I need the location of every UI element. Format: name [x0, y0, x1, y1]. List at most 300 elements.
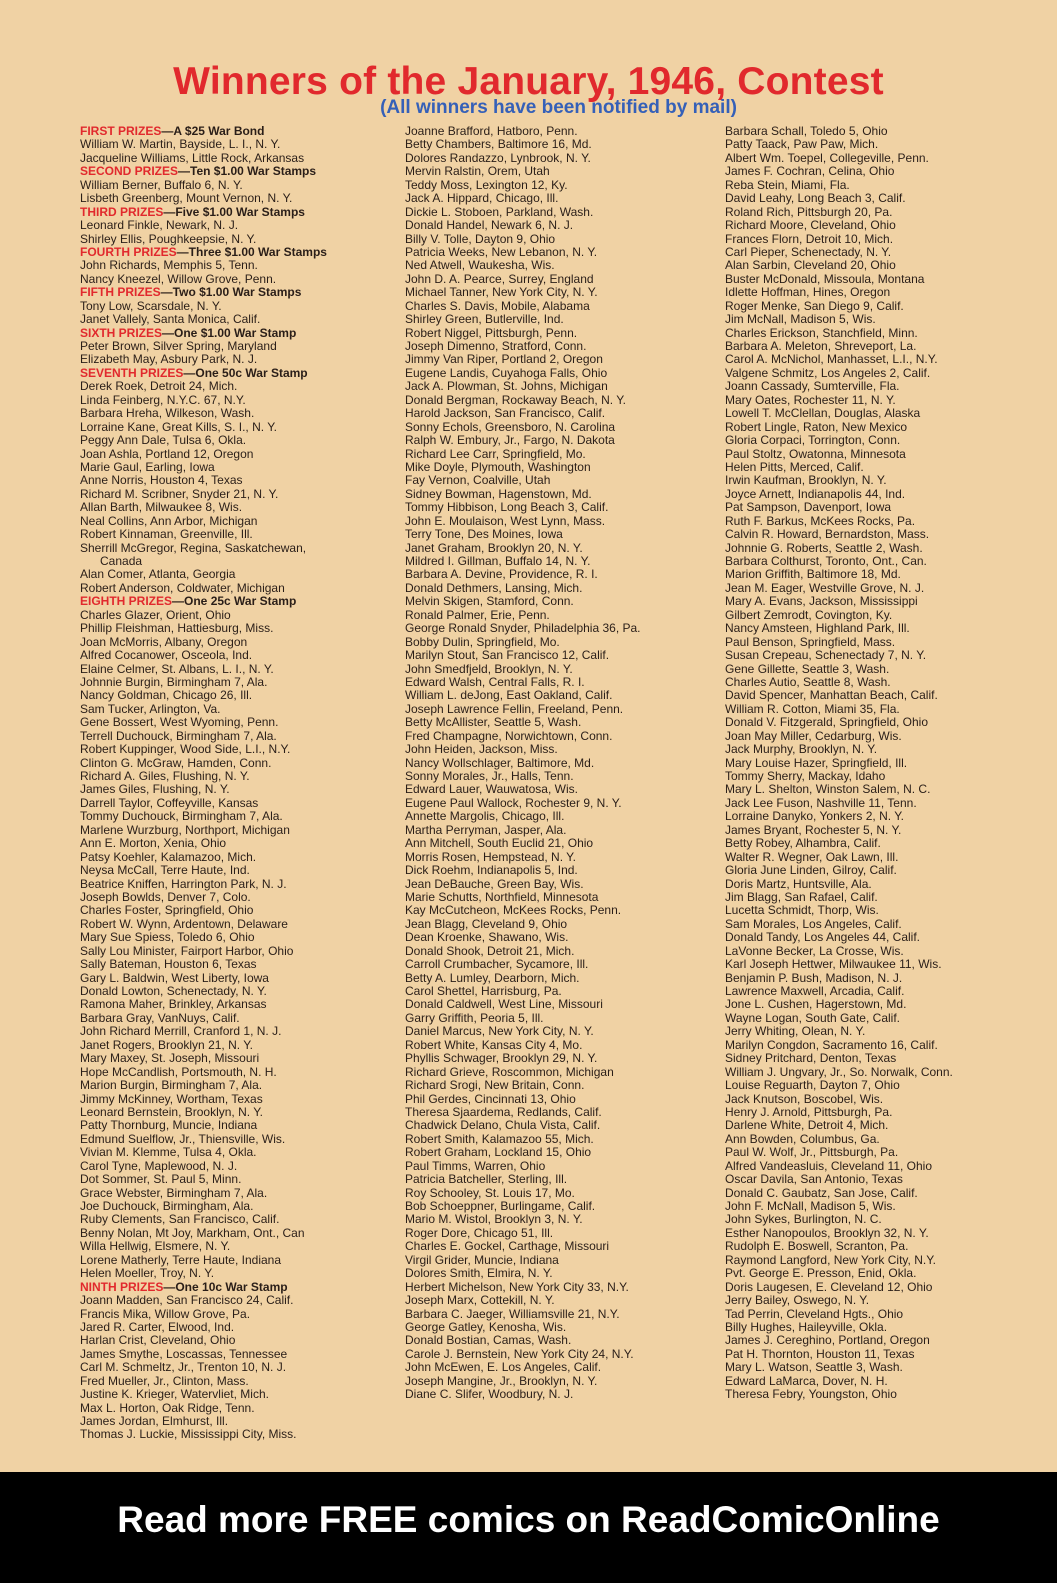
winner-entry: Mary Louise Hazer, Springfield, Ill.: [725, 756, 908, 770]
winner-entry: Johnnie G. Roberts, Seattle 2, Wash.: [725, 541, 923, 555]
winner-entry: Jacqueline Williams, Little Rock, Arkansas: [80, 151, 305, 165]
winner-entry: James F. Cochran, Celina, Ohio: [725, 165, 895, 179]
winner-entry: Marlene Wurzburg, Northport, Michigan: [80, 823, 290, 837]
winner-entry: Betty A. Lumley, Dearborn, Mich.: [405, 971, 580, 985]
winner-entry: Theresa Sjaardema, Redlands, Calif.: [405, 1105, 602, 1119]
winner-entry: Janet Rogers, Brooklyn 21, N. Y.: [80, 1038, 253, 1052]
winner-entry: Nancy Kneezel, Willow Grove, Penn.: [80, 272, 277, 286]
winner-entry: Lucetta Schmidt, Thorp, Wis.: [725, 904, 879, 918]
winner-entry: John E. Moulaison, West Lynn, Mass.: [405, 514, 606, 528]
winner-entry: Thomas J. Luckie, Mississippi City, Miss.: [80, 1428, 297, 1442]
winner-entry: Joan May Miller, Cedarburg, Wis.: [725, 729, 902, 743]
winner-entry: Charles E. Gockel, Carthage, Missouri: [405, 1240, 610, 1254]
winner-entry: Elaine Celmer, St. Albans, L. I., N. Y.: [80, 662, 274, 676]
winner-entry: Marie Schutts, Northfield, Minnesota: [405, 890, 599, 904]
winner-entry: Joseph Dimenno, Stratford, Conn.: [405, 340, 587, 353]
winner-entry: William L. deJong, East Oakland, Calif.: [405, 689, 613, 703]
winner-entry: John Heiden, Jackson, Miss.: [405, 743, 558, 757]
prize-description: —Five $1.00 War Stamps: [163, 205, 305, 219]
winner-entry: Donald Bostian, Camas, Wash.: [405, 1334, 572, 1348]
footer-banner[interactable]: Read more FREE comics on ReadComicOnline: [0, 1472, 1057, 1583]
winner-entry: Barbara A. Devine, Providence, R. I.: [405, 568, 598, 582]
winner-entry: Shirley Ellis, Poughkeepsie, N. Y.: [80, 232, 257, 246]
winner-entry: Karl Joseph Hettwer, Milwaukee 11, Wis.: [725, 958, 942, 972]
winner-entry: David Spencer, Manhattan Beach, Calif.: [725, 689, 938, 703]
winner-entry: William W. Martin, Bayside, L. I., N. Y.: [80, 138, 281, 152]
winner-entry: Ralph W. Embury, Jr., Fargo, N. Dakota: [405, 434, 615, 448]
winner-entry: Ann Bowden, Columbus, Ga.: [725, 1132, 880, 1146]
winner-entry: Mary Maxey, St. Joseph, Missouri: [80, 1052, 260, 1066]
winners-column-1: [80, 125, 390, 1442]
winner-entry: Irwin Kaufman, Brooklyn, N. Y.: [725, 474, 887, 488]
winner-entry: Herbert Michelson, New York City 33, N.Y.: [405, 1280, 629, 1294]
winner-entry: Donald Dethmers, Lansing, Mich.: [405, 581, 583, 595]
winner-entry: Betty Chambers, Baltimore 16, Md.: [405, 138, 592, 152]
winner-entry: Pat Sampson, Davenport, Iowa: [725, 501, 892, 515]
winner-entry: Lowell T. McClellan, Douglas, Alaska: [725, 407, 921, 421]
winner-entry: Louise Reguarth, Dayton 7, Ohio: [725, 1079, 900, 1093]
winner-entry: Marilyn Stout, San Francisco 12, Calif.: [405, 649, 610, 663]
prize-heading: [80, 125, 390, 138]
winner-entry: John Richard Merrill, Cranford 1, N. J.: [80, 1025, 282, 1039]
winner-entry: Tommy Hibbison, Long Beach 3, Calif.: [405, 501, 609, 515]
winner-entry: Raymond Langford, New York City, N.Y.: [725, 1253, 936, 1267]
winner-entry: Bob Schoeppner, Burlingame, Calif.: [405, 1200, 596, 1213]
winner-entry: Linda Feinberg, N.Y.C. 67, N.Y.: [80, 393, 246, 407]
winner-entry: Carl Pieper, Schenectady, N. Y.: [725, 245, 892, 259]
winner-entry: Charles Foster, Springfield, Ohio: [80, 904, 254, 918]
winner-entry: Ruth F. Barkus, McKees Rocks, Pa.: [725, 514, 916, 528]
winner-entry: Roger Menke, San Diego 9, Calif.: [725, 299, 904, 313]
winner-entry: Patty Thornburg, Muncie, Indiana: [80, 1119, 258, 1133]
winner-entry: Phillip Fleishman, Hattiesburg, Miss.: [80, 622, 274, 636]
winner-entry: Benjamin P. Bush, Madison, N. J.: [725, 971, 903, 985]
winner-entry: Tommy Duchouck, Birmingham 7, Ala.: [80, 810, 283, 824]
winner-entry: John D. A. Pearce, Surrey, England: [405, 272, 594, 286]
winner-entry: James Giles, Flushing, N. Y.: [80, 783, 230, 797]
winner-entry: Robert Niggel, Pittsburgh, Penn.: [405, 326, 578, 340]
winner-entry: Edward Walsh, Central Falls, R. I.: [405, 675, 585, 689]
winner-entry: James J. Cereghino, Portland, Oregon: [725, 1334, 930, 1348]
winner-entry: Harold Jackson, San Francisco, Calif.: [405, 407, 606, 421]
winner-entry: Helen Pitts, Merced, Calif.: [725, 460, 864, 474]
winner-entry: Patsy Koehler, Kalamazoo, Mich.: [80, 850, 257, 864]
winner-entry: Joseph Mangine, Jr., Brooklyn, N. Y.: [405, 1374, 598, 1388]
winner-entry: Alan Sarbin, Cleveland 20, Ohio: [725, 259, 896, 273]
winner-entry: Tommy Sherry, Mackay, Idaho: [725, 770, 886, 783]
winner-entry: James Bryant, Rochester 5, N. Y.: [725, 823, 902, 837]
winner-entry: Eugene Landis, Cuyahoga Falls, Ohio: [405, 366, 608, 380]
winner-entry: Richard M. Scribner, Snyder 21, N. Y.: [80, 487, 279, 501]
winner-entry: Terry Tone, Des Moines, Iowa: [405, 528, 563, 542]
winner-entry: James Smythe, Loscassas, Tennessee: [80, 1347, 288, 1361]
winner-entry: Gary L. Baldwin, West Liberty, Iowa: [80, 971, 269, 985]
winner-entry: Jack Murphy, Brooklyn, N. Y.: [725, 743, 878, 757]
winner-entry: Beatrice Kniffen, Harrington Park, N. J.: [80, 877, 287, 891]
winner-entry: Dick Roehm, Indianapolis 5, Ind.: [405, 864, 578, 878]
winner-entry: David Leahy, Long Beach 3, Calif.: [725, 192, 906, 206]
winner-entry: Fred Mueller, Jr., Clinton, Mass.: [80, 1374, 249, 1388]
prize-description: —One 25c War Stamp: [172, 595, 297, 609]
winner-entry: Ruby Clements, San Francisco, Calif.: [80, 1213, 280, 1227]
winner-entry: Daniel Marcus, New York City, N. Y.: [405, 1025, 594, 1039]
winner-entry: Robert W. Wynn, Ardentown, Delaware: [80, 917, 288, 931]
winner-entry: James Jordan, Elmhurst, Ill.: [80, 1415, 229, 1428]
winner-entry: Robert Lingle, Raton, New Mexico: [725, 420, 908, 434]
winner-entry: Paul W. Wolf, Jr., Pittsburgh, Pa.: [725, 1146, 899, 1160]
winner-entry: Patricia Weeks, New Lebanon, N. Y.: [405, 245, 598, 259]
winner-entry: Eugene Paul Wallock, Rochester 9, N. Y.: [405, 796, 622, 810]
winner-entry: Alfred Vandeasluis, Cleveland 11, Ohio: [725, 1159, 933, 1173]
winner-entry: Lorraine Kane, Great Kills, S. I., N. Y.: [80, 420, 277, 434]
winner-entry: Barbara Hreha, Wilkeson, Wash.: [80, 407, 255, 421]
winner-entry: Sidney Bowman, Hagenstown, Md.: [405, 487, 592, 501]
winner-entry: John Sykes, Burlington, N. C.: [725, 1213, 882, 1227]
winner-entry: Ramona Maher, Brinkley, Arkansas: [80, 998, 267, 1012]
winner-entry: Jerry Bailey, Oswego, N. Y.: [725, 1294, 870, 1308]
winner-entry: Robert White, Kansas City 4, Mo.: [405, 1038, 583, 1052]
winner-entry: Carol Shettel, Harrisburg, Pa.: [405, 985, 562, 998]
winner-entry: Dolores Smith, Elmira, N. Y.: [405, 1267, 553, 1281]
winner-entry: Lorraine Danyko, Yonkers 2, N. Y.: [725, 810, 905, 824]
winner-entry: Idlette Hoffman, Hines, Oregon: [725, 286, 891, 300]
winner-entry: Richard Srogi, New Britain, Conn.: [405, 1079, 585, 1093]
winner-entry: Donald Tandy, Los Angeles 44, Calif.: [725, 931, 921, 945]
winner-entry: Johnnie Burgin, Birmingham 7, Ala.: [80, 675, 268, 689]
winner-entry: Neysa McCall, Terre Haute, Ind.: [80, 864, 250, 878]
winner-entry: Mary L. Watson, Seattle 3, Wash.: [725, 1361, 903, 1375]
winner-entry: Annette Margolis, Chicago, Ill.: [405, 810, 565, 824]
winner-entry: William J. Ungvary, Jr., So. Norwalk, Conn.: [725, 1065, 953, 1079]
winner-entry: Grace Webster, Birmingham 7, Ala.: [80, 1186, 268, 1200]
winner-entry: Richard Lee Carr, Springfield, Mo.: [405, 447, 586, 461]
winner-entry: Ann E. Morton, Xenia, Ohio: [80, 837, 227, 851]
winner-entry-continuation: Canada: [100, 555, 143, 568]
winner-entry: William R. Cotton, Miami 35, Fla.: [725, 702, 900, 716]
winner-entry: Henry J. Arnold, Pittsburgh, Pa.: [725, 1105, 893, 1119]
winner-entry: William Berner, Buffalo 6, N. Y.: [80, 178, 243, 192]
winner-entry: John F. McNall, Madison 5, Wis.: [725, 1200, 896, 1213]
winner-entry: Patricia Batcheller, Sterling, Ill.: [405, 1173, 568, 1187]
winner-entry: Richard Moore, Cleveland, Ohio: [725, 219, 896, 233]
winner-entry: Nancy Goldman, Chicago 26, Ill.: [80, 689, 253, 703]
winner-entry: Donald Caldwell, West Line, Missouri: [405, 998, 603, 1012]
winner-entry: George Gatley, Kenosha, Wis.: [405, 1320, 567, 1334]
prize-heading: [80, 286, 390, 299]
winner-entry: Pvt. George E. Presson, Enid, Okla.: [725, 1267, 917, 1281]
prize-tier-label: FIFTH PRIZES: [80, 286, 161, 300]
winner-entry: Tad Perrin, Cleveland Hgts., Ohio: [725, 1307, 904, 1321]
winner-entry: Gloria Corpaci, Torrington, Conn.: [725, 434, 901, 448]
winner-entry: Mildred I. Gillman, Buffalo 14, N. Y.: [405, 555, 591, 568]
winner-entry: Gene Gillette, Seattle 3, Wash.: [725, 662, 890, 676]
winner-entry: Alan Comer, Atlanta, Georgia: [80, 568, 236, 582]
winner-entry: Jared R. Carter, Elwood, Ind.: [80, 1320, 235, 1334]
winner-entry: Roland Rich, Pittsburgh 20, Pa.: [725, 205, 893, 219]
winner-entry: LaVonne Becker, La Crosse, Wis.: [725, 944, 904, 958]
prize-tier-label: EIGHTH PRIZES: [80, 595, 173, 609]
winner-entry: Charles Autio, Seattle 8, Wash.: [725, 675, 891, 689]
winner-entry: Jone L. Cushen, Hagerstown, Md.: [725, 998, 907, 1012]
prize-description: —One $1.00 War Stamp: [162, 326, 297, 340]
winner-entry: Helen Moeller, Troy, N. Y.: [80, 1267, 215, 1281]
winner-entry: Jack Lee Fuson, Nashville 11, Tenn.: [725, 796, 917, 810]
winner-entry: Donald Lowton, Schenectady, N. Y.: [80, 985, 267, 998]
winner-entry: Lawrence Maxwell, Arcadia, Calif.: [725, 985, 905, 998]
winner-entry: Robert Anderson, Coldwater, Michigan: [80, 581, 285, 595]
winner-entry: Gene Bossert, West Wyoming, Penn.: [80, 716, 279, 730]
winner-entry: Jean Blagg, Cleveland 9, Ohio: [405, 917, 568, 931]
winner-entry: Phyllis Schwager, Brooklyn 29, N. Y.: [405, 1052, 598, 1066]
winner-entry: Lisbeth Greenberg, Mount Vernon, N. Y.: [80, 192, 293, 206]
winner-entry: Jim McNall, Madison 5, Wis.: [725, 313, 876, 327]
prize-heading: [80, 1281, 390, 1294]
winner-entry: Robert Graham, Lockland 15, Ohio: [405, 1146, 592, 1160]
winner-entry: Jimmy McKinney, Wortham, Texas: [80, 1092, 263, 1106]
winner-entry: Charles Erickson, Stanchfield, Minn.: [725, 326, 918, 340]
winner-entry: Phil Gerdes, Cincinnati 13, Ohio: [405, 1092, 576, 1106]
winner-entry: Joseph Marx, Cottekill, N. Y.: [405, 1294, 555, 1308]
winner-entry: John McEwen, E. Los Angeles, Calif.: [405, 1361, 602, 1375]
winner-entry: Dickie L. Stoboen, Parkland, Wash.: [405, 205, 594, 219]
winner-entry: Derek Roek, Detroit 24, Mich.: [80, 380, 238, 394]
winners-column-2: [405, 125, 720, 1402]
winner-entry: Betty McAllister, Seattle 5, Wash.: [405, 716, 582, 730]
winner-entry: Barbara Gray, VanNuys, Calif.: [80, 1011, 240, 1025]
prize-tier-label: FOURTH PRIZES: [80, 245, 177, 259]
winner-entry: Tony Low, Scarsdale, N. Y.: [80, 299, 222, 313]
winner-entry: Dean Kroenke, Shawano, Wis.: [405, 931, 569, 945]
prize-tier-label: SEVENTH PRIZES: [80, 366, 184, 380]
winner-entry: Nancy Amsteen, Highland Park, Ill.: [725, 622, 910, 636]
prize-heading: [80, 327, 390, 340]
winner-entry: Sherrill McGregor, Regina, Saskatchewan,: [80, 541, 307, 555]
winner-entry: Edward LaMarca, Dover, N. H.: [725, 1374, 888, 1388]
winner-entry: Betty Robey, Alhambra, Calif.: [725, 837, 881, 851]
winner-entry: Peggy Ann Dale, Tulsa 6, Okla.: [80, 434, 247, 448]
winner-entry: Joan Ashla, Portland 12, Oregon: [80, 447, 254, 461]
winner-entry: Max L. Horton, Oak Ridge, Tenn.: [80, 1401, 255, 1415]
winner-entry: Fay Vernon, Coalville, Utah: [405, 474, 551, 488]
winner-entry: Calvin R. Howard, Bernardston, Mass.: [725, 528, 930, 542]
winner-entry: Hope McCandlish, Portsmouth, N. H.: [80, 1065, 277, 1079]
winner-entry: Darrell Taylor, Coffeyville, Kansas: [80, 796, 259, 810]
winner-entry: Gilbert Zemrodt, Covington, Ky.: [725, 608, 893, 622]
winner-entry: Joann Cassady, Sumterville, Fla.: [725, 380, 900, 394]
winners-column-3: [725, 125, 1045, 1402]
winner-entry: Leonard Finkle, Newark, N. J.: [80, 219, 239, 233]
winner-entry: Barbara A. Meleton, Shreveport, La.: [725, 340, 917, 353]
winner-entry: Carol Tyne, Maplewood, N. J.: [80, 1159, 238, 1173]
winner-entry: Robert Kinnaman, Greenville, Ill.: [80, 528, 253, 542]
winner-entry: Darlene White, Detroit 4, Mich.: [725, 1119, 889, 1133]
winner-entry: Donald C. Gaubatz, San Jose, Calif.: [725, 1186, 918, 1200]
winner-entry: Roy Schooley, St. Louis 17, Mo.: [405, 1186, 575, 1200]
winner-entry: Sally Lou Minister, Fairport Harbor, Ohio: [80, 944, 294, 958]
winner-entry: Carol A. McNichol, Manhasset, L.I., N.Y.: [725, 353, 938, 367]
winner-entry: Paul Benson, Springfield, Mass.: [725, 635, 896, 649]
winner-entry: Jack A. Plowman, St. Johns, Michigan: [405, 380, 608, 394]
winner-entry: Jim Blagg, San Rafael, Calif.: [725, 890, 878, 904]
winner-entry: Donald V. Fitzgerald, Springfield, Ohio: [725, 716, 929, 730]
winner-entry: Edward Lauer, Wauwatosa, Wis.: [405, 783, 578, 797]
winner-entry: Billy V. Tolle, Dayton 9, Ohio: [405, 232, 556, 246]
winner-entry: Michael Tanner, New York City, N. Y.: [405, 286, 598, 300]
winner-entry: Lorene Matherly, Terre Haute, Indiana: [80, 1253, 282, 1267]
winner-entry: Walter R. Wegner, Oak Lawn, Ill.: [725, 850, 899, 864]
winner-entry: Carroll Crumbacher, Sycamore, Ill.: [405, 958, 589, 972]
prize-description: —Three $1.00 War Stamps: [176, 245, 327, 259]
winner-entry: Roger Dore, Chicago 51, Ill.: [405, 1226, 554, 1240]
winner-entry: John Richards, Memphis 5, Tenn.: [80, 259, 258, 273]
prize-description: —One 10c War Stamp: [163, 1280, 288, 1294]
prize-tier-label: NINTH PRIZES: [80, 1280, 164, 1294]
winner-entry: Donald Bergman, Rockaway Beach, N. Y.: [405, 393, 627, 407]
winner-entry: Doris Laugesen, E. Cleveland 12, Ohio: [725, 1280, 933, 1294]
winner-entry: Joanne Brafford, Hatboro, Penn.: [405, 125, 578, 138]
winner-entry: Rudolph E. Boswell, Scranton, Pa.: [725, 1240, 909, 1254]
winner-entry: Anne Norris, Houston 4, Texas: [80, 474, 243, 488]
winner-entry: Benny Nolan, Mt Joy, Markham, Ont., Can: [80, 1226, 305, 1240]
winner-entry: Joseph Bowlds, Denver 7, Colo.: [80, 890, 251, 904]
winner-entry: Virgil Grider, Muncie, Indiana: [405, 1253, 559, 1267]
winner-entry: Fred Champagne, Norwichtown, Conn.: [405, 729, 613, 743]
winner-entry: Jack Knutson, Boscobel, Wis.: [725, 1092, 884, 1106]
winner-entry: Mary Oates, Rochester 11, N. Y.: [725, 393, 896, 407]
winner-entry: Joe Duchouck, Birmingham, Ala.: [80, 1200, 254, 1213]
winner-entry: Mervin Ralstin, Orem, Utah: [405, 165, 550, 179]
winner-entry: Clinton G. McGraw, Hamden, Conn.: [80, 756, 272, 770]
winner-entry: Mike Doyle, Plymouth, Washington: [405, 460, 591, 474]
winner-entry: Ronald Palmer, Erie, Penn.: [405, 608, 550, 622]
winner-entry: Joann Madden, San Francisco 24, Calif.: [80, 1294, 294, 1308]
winner-entry: Diane C. Slifer, Woodbury, N. J.: [405, 1388, 574, 1402]
winner-entry: Jerry Whiting, Olean, N. Y.: [725, 1025, 866, 1039]
winner-entry: Sonny Echols, Greensboro, N. Carolina: [405, 420, 616, 434]
winner-entry: Barbara Schall, Toledo 5, Ohio: [725, 125, 888, 138]
winner-entry: Dot Sommer, St. Paul 5, Minn.: [80, 1173, 242, 1187]
winner-entry: Leonard Bernstein, Brooklyn, N. Y.: [80, 1105, 263, 1119]
winner-entry: Joyce Arnett, Indianapolis 44, Ind.: [725, 487, 906, 501]
winner-entry: Buster McDonald, Missoula, Montana: [725, 272, 925, 286]
winner-entry: Frances Florn, Detroit 10, Mich.: [725, 232, 894, 246]
winner-entry: Dolores Randazzo, Lynbrook, N. Y.: [405, 151, 591, 165]
winner-entry: Shirley Green, Butlerville, Ind.: [405, 313, 564, 327]
winner-entry: Pat H. Thornton, Houston 11, Texas: [725, 1347, 915, 1361]
winner-entry: Marion Burgin, Birmingham 7, Ala.: [80, 1079, 263, 1093]
winner-entry: Neal Collins, Ann Arbor, Michigan: [80, 514, 258, 528]
winner-entry: Mary L. Shelton, Winston Salem, N. C.: [725, 783, 931, 797]
winner-entry: Francis Mika, Willow Grove, Pa.: [80, 1307, 251, 1321]
prize-tier-label: THIRD PRIZES: [80, 205, 164, 219]
winner-entry: Jean M. Eager, Westville Grove, N. J.: [725, 581, 925, 595]
winner-entry: Kay McCutcheon, McKees Rocks, Penn.: [405, 904, 622, 918]
winner-entry: Willa Hellwig, Elsmere, N. Y.: [80, 1240, 231, 1254]
winner-entry: Richard A. Giles, Flushing, N. Y.: [80, 770, 250, 783]
prize-heading: [80, 206, 390, 219]
winner-entry: Susan Crepeau, Schenectady 7, N. Y.: [725, 649, 927, 663]
winner-entry: Paul Stoltz, Owatonna, Minnesota: [725, 447, 906, 461]
winner-entry: Mary Sue Spiess, Toledo 6, Ohio: [80, 931, 255, 945]
winner-entry: Reba Stein, Miami, Fla.: [725, 178, 850, 192]
page-title: Winners of the January, 1946, Contest: [173, 60, 884, 103]
winner-entry: Allan Barth, Milwaukee 8, Wis.: [80, 501, 243, 515]
winner-entry: Sam Morales, Los Angeles, Calif.: [725, 917, 902, 931]
winner-entry: Donald Shook, Detroit 21, Mich.: [405, 944, 575, 958]
winner-entry: Bobby Dulin, Springfield, Mo.: [405, 635, 560, 649]
winner-entry: Martha Perryman, Jasper, Ala.: [405, 823, 567, 837]
winner-entry: Sonny Morales, Jr., Halls, Tenn.: [405, 770, 574, 783]
winner-entry: Donald Handel, Newark 6, N. J.: [405, 219, 574, 233]
winner-entry: Mario M. Wistol, Brooklyn 3, N. Y.: [405, 1213, 583, 1227]
winner-entry: John Smedfjeld, Brooklyn, N. Y.: [405, 662, 573, 676]
winner-entry: Sam Tucker, Arlington, Va.: [80, 702, 221, 716]
winner-entry: Theresa Febry, Youngston, Ohio: [725, 1388, 897, 1402]
winner-entry: Albert Wm. Toepel, Collegeville, Penn.: [725, 151, 929, 165]
winner-entry: Teddy Moss, Lexington 12, Ky.: [405, 178, 568, 192]
winner-entry: Marilyn Congdon, Sacramento 16, Calif.: [725, 1038, 938, 1052]
prize-tier-label: SECOND PRIZES: [80, 165, 179, 179]
winner-entry: Paul Timms, Warren, Ohio: [405, 1159, 546, 1173]
winner-entry: Janet Vallely, Santa Monica, Calif.: [80, 313, 261, 327]
winner-entry: Morris Rosen, Hempstead, N. Y.: [405, 850, 576, 864]
winner-entry: Barbara C. Jaeger, Williamsville 21, N.Y.: [405, 1307, 620, 1321]
winner-entry: Peter Brown, Silver Spring, Maryland: [80, 340, 277, 353]
winner-entry: Sidney Pritchard, Denton, Texas: [725, 1052, 897, 1066]
winner-entry: Jean DeBauche, Green Bay, Wis.: [405, 877, 584, 891]
winner-entry: Chadwick Delano, Chula Vista, Calif.: [405, 1119, 601, 1133]
prize-description: —One 50c War Stamp: [183, 366, 308, 380]
prize-heading: [80, 165, 390, 178]
winner-entry: Joan McMorris, Albany, Oregon: [80, 635, 248, 649]
winner-entry: Melvin Skigen, Stamford, Conn.: [405, 595, 574, 609]
winner-entry: Gloria June Linden, Gilroy, Calif.: [725, 864, 897, 878]
winner-entry: Vivian M. Klemme, Tulsa 4, Okla.: [80, 1146, 257, 1160]
winner-entry: Oscar Davila, San Antonio, Texas: [725, 1173, 903, 1187]
prize-description: —Two $1.00 War Stamps: [160, 286, 302, 300]
winner-entry: Ned Atwell, Waukesha, Wis.: [405, 259, 555, 273]
winner-entry: Robert Smith, Kalamazoo 55, Mich.: [405, 1132, 594, 1146]
winner-entry: Garry Griffith, Peoria 5, Ill.: [405, 1011, 544, 1025]
winner-entry: Elizabeth May, Asbury Park, N. J.: [80, 353, 258, 367]
prize-heading: [80, 367, 390, 380]
winner-entry: Doris Martz, Huntsville, Ala.: [725, 877, 872, 891]
winner-entry: Robert Kuppinger, Wood Side, L.I., N.Y.: [80, 743, 291, 757]
prize-heading: [80, 595, 390, 608]
winner-entry: Valgene Schmitz, Los Angeles 2, Calif.: [725, 366, 931, 380]
winner-entry: George Ronald Snyder, Philadelphia 36, Pa.: [405, 622, 641, 636]
winner-entry: Alfred Cocanower, Osceola, Ind.: [80, 649, 253, 663]
prize-description: —Ten $1.00 War Stamps: [178, 165, 317, 179]
prize-tier-label: SIXTH PRIZES: [80, 326, 163, 340]
prize-description: —A $25 War Bond: [161, 125, 265, 138]
winner-entry: Billy Hughes, Haileyville, Okla.: [725, 1320, 888, 1334]
winner-entry: Edmund Suelflow, Jr., Thiensville, Wis.: [80, 1132, 286, 1146]
winner-entry: Jack A. Hippard, Chicago, Ill.: [405, 192, 559, 206]
winner-entry: Carole J. Bernstein, New York City 24, N.Y.: [405, 1347, 634, 1361]
winner-entry: Wayne Logan, South Gate, Calif.: [725, 1011, 900, 1025]
prize-heading: [80, 246, 390, 259]
winner-entry: Mary A. Evans, Jackson, Mississippi: [725, 595, 918, 609]
winner-entry: Terrell Duchouck, Birmingham 7, Ala.: [80, 729, 277, 743]
prize-tier-label: FIRST PRIZES: [80, 125, 162, 138]
winner-entry: Charles Glazer, Orient, Ohio: [80, 608, 231, 622]
winner-entry: Marion Griffith, Baltimore 18, Md.: [725, 568, 901, 582]
page-subtitle: (All winners have been notified by mail): [380, 97, 737, 118]
winner-entry: Patty Taack, Paw Paw, Mich.: [725, 138, 879, 152]
winner-entry: Justine K. Krieger, Watervliet, Mich.: [80, 1388, 269, 1402]
winner-entry: Harlan Crist, Cleveland, Ohio: [80, 1334, 236, 1348]
